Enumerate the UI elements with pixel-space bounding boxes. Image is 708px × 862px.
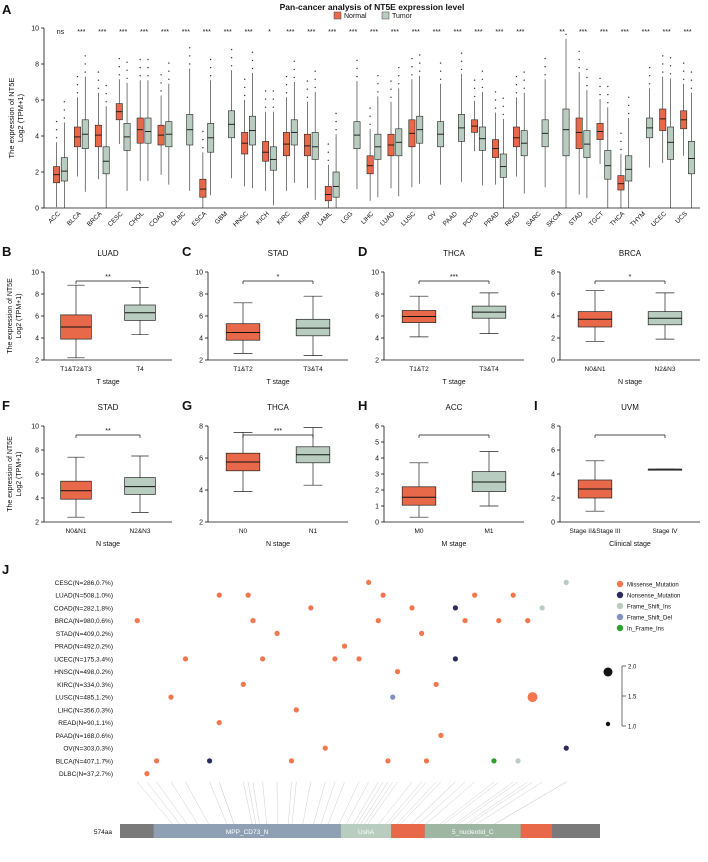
svg-text:THYM: THYM xyxy=(629,210,648,229)
svg-text:LIHC(N=356,0.3%): LIHC(N=356,0.3%) xyxy=(57,707,113,715)
svg-text:*: * xyxy=(268,29,271,36)
svg-text:2: 2 xyxy=(375,357,379,365)
acc-mstage-boxplot xyxy=(356,398,532,558)
svg-text:***: *** xyxy=(474,29,483,36)
svg-text:***: *** xyxy=(244,29,253,36)
svg-text:DLBC: DLBC xyxy=(170,210,188,228)
svg-text:UCEC: UCEC xyxy=(650,210,669,229)
svg-text:6: 6 xyxy=(199,455,203,463)
svg-text:KIRP: KIRP xyxy=(297,210,313,227)
svg-text:T1&T2: T1&T2 xyxy=(233,366,253,373)
svg-text:6: 6 xyxy=(375,313,379,321)
svg-text:4: 4 xyxy=(35,335,39,343)
svg-text:0: 0 xyxy=(551,519,555,527)
panel-i xyxy=(532,398,708,558)
svg-text:***: *** xyxy=(307,29,316,36)
panel-d xyxy=(356,244,532,396)
svg-text:LUAD: LUAD xyxy=(379,210,397,228)
svg-text:PRAD: PRAD xyxy=(483,210,501,229)
svg-text:PAAD: PAAD xyxy=(441,210,460,228)
svg-text:***: *** xyxy=(620,29,629,36)
svg-text:*: * xyxy=(628,274,632,281)
svg-text:Clinical stage: Clinical stage xyxy=(609,541,651,548)
svg-text:***: *** xyxy=(223,29,232,36)
svg-text:CESC(N=286,0.7%): CESC(N=286,0.7%) xyxy=(54,579,113,587)
svg-text:BLCA(N=407,1.7%): BLCA(N=407,1.7%) xyxy=(55,758,113,766)
thca-nstage-boxplot xyxy=(180,398,356,558)
svg-text:1.0: 1.0 xyxy=(628,724,637,731)
svg-text:TGCT: TGCT xyxy=(587,210,606,228)
svg-text:6: 6 xyxy=(35,313,39,321)
svg-text:READ: READ xyxy=(504,210,522,229)
svg-text:LUAD(N=508,1.0%): LUAD(N=508,1.0%) xyxy=(55,592,113,600)
svg-text:8: 8 xyxy=(35,291,39,299)
svg-text:LAML: LAML xyxy=(316,210,334,228)
svg-text:HNSC(N=498,0.2%): HNSC(N=498,0.2%) xyxy=(54,669,113,677)
svg-text:THCA: THCA xyxy=(267,403,289,412)
svg-text:OV: OV xyxy=(426,210,439,223)
svg-text:4: 4 xyxy=(35,495,39,503)
svg-text:***: *** xyxy=(578,29,588,36)
svg-text:STAD: STAD xyxy=(267,249,289,258)
svg-text:N2&N3: N2&N3 xyxy=(129,528,151,535)
svg-text:***: *** xyxy=(119,29,128,36)
svg-text:M0: M0 xyxy=(414,528,424,535)
svg-text:10: 10 xyxy=(195,269,203,277)
svg-text:1.5: 1.5 xyxy=(628,694,637,701)
svg-text:ns: ns xyxy=(56,29,65,36)
svg-text:N0: N0 xyxy=(238,528,248,535)
svg-text:6: 6 xyxy=(35,471,39,479)
svg-text:***: *** xyxy=(516,29,525,36)
svg-text:STAD: STAD xyxy=(97,403,119,412)
svg-text:6: 6 xyxy=(375,423,379,431)
svg-text:SARC: SARC xyxy=(524,210,543,229)
svg-text:8: 8 xyxy=(375,291,379,299)
panel-j-label: J xyxy=(2,562,10,577)
svg-text:6: 6 xyxy=(551,447,555,455)
svg-text:MPP_CD73_N: MPP_CD73_N xyxy=(225,829,269,836)
panel-a-label: A xyxy=(2,2,12,17)
svg-text:UCEC(N=175,3.4%): UCEC(N=175,3.4%) xyxy=(54,656,113,664)
svg-text:2: 2 xyxy=(199,357,203,365)
svg-text:2: 2 xyxy=(35,519,39,527)
svg-text:The expression of NT5E: The expression of NT5E xyxy=(7,77,16,159)
panel-g xyxy=(180,398,356,558)
svg-text:Log2 (TPM+1): Log2 (TPM+1) xyxy=(16,451,23,497)
svg-text:8: 8 xyxy=(551,423,555,431)
panel-d-label: D xyxy=(358,244,368,259)
svg-text:Pan-cancer analysis of NT5E ex: Pan-cancer analysis of NT5E expression level xyxy=(279,2,465,12)
svg-text:Normal: Normal xyxy=(344,13,367,20)
svg-text:2: 2 xyxy=(199,519,203,527)
svg-text:PAAD(N=168,0.6%): PAAD(N=168,0.6%) xyxy=(55,732,113,740)
panel-a xyxy=(0,0,708,240)
svg-text:***: *** xyxy=(641,29,650,36)
svg-text:***: *** xyxy=(139,29,149,36)
svg-text:KIRC: KIRC xyxy=(275,210,292,227)
svg-text:4: 4 xyxy=(551,471,555,479)
svg-text:KIRC(N=334,0.3%): KIRC(N=334,0.3%) xyxy=(57,681,113,689)
svg-text:BRCA(N=980,0.6%): BRCA(N=980,0.6%) xyxy=(54,618,113,626)
svg-text:BLCA: BLCA xyxy=(65,210,83,228)
uvm-clinicalstage-boxplot xyxy=(532,398,708,558)
svg-text:N stage: N stage xyxy=(95,541,121,548)
svg-text:LUSC(N=485,1.2%): LUSC(N=485,1.2%) xyxy=(55,694,113,702)
svg-text:Frame_Shift_Ins: Frame_Shift_Ins xyxy=(627,604,672,611)
svg-text:4: 4 xyxy=(375,455,379,463)
svg-text:BRCA: BRCA xyxy=(618,249,642,258)
svg-text:6: 6 xyxy=(551,291,555,299)
svg-text:Missense_Mutation: Missense_Mutation xyxy=(627,582,679,589)
svg-text:***: *** xyxy=(432,29,441,36)
svg-text:PCPG: PCPG xyxy=(461,210,480,229)
svg-text:In_Frame_Ins: In_Frame_Ins xyxy=(627,626,665,633)
panel-g-label: G xyxy=(182,398,193,413)
svg-text:UVM: UVM xyxy=(621,403,639,412)
svg-text:GBM: GBM xyxy=(213,210,230,226)
svg-text:T1&T2: T1&T2 xyxy=(409,366,429,373)
svg-text:4: 4 xyxy=(375,335,379,343)
svg-text:SKCM: SKCM xyxy=(545,210,564,229)
svg-text:4: 4 xyxy=(551,313,555,321)
svg-text:5: 5 xyxy=(375,439,379,447)
svg-text:T1&T2&T3: T1&T2&T3 xyxy=(60,366,92,373)
svg-text:READ(N=90,1.1%): READ(N=90,1.1%) xyxy=(58,720,113,728)
svg-text:T4: T4 xyxy=(136,366,144,373)
stad-nstage-boxplot xyxy=(0,398,180,558)
svg-text:Log2 (TPM+1): Log2 (TPM+1) xyxy=(16,93,25,143)
svg-text:BRCA: BRCA xyxy=(85,210,104,229)
panel-j xyxy=(0,562,708,862)
svg-text:ACC: ACC xyxy=(47,210,62,226)
svg-text:***: *** xyxy=(98,29,107,36)
svg-text:STAD(N=409,0.2%): STAD(N=409,0.2%) xyxy=(55,630,113,638)
svg-text:***: *** xyxy=(662,29,671,36)
mutation-lollipop-plot xyxy=(0,562,708,862)
svg-text:10: 10 xyxy=(31,25,39,33)
stad-tstage-boxplot xyxy=(180,244,356,396)
svg-text:*: * xyxy=(276,274,280,281)
svg-text:DLBC(N=37,2.7%): DLBC(N=37,2.7%) xyxy=(58,771,113,779)
luad-tstage-boxplot xyxy=(0,244,180,396)
panel-f xyxy=(0,398,180,558)
panel-e xyxy=(532,244,708,396)
svg-text:2: 2 xyxy=(35,169,39,177)
svg-text:OV(N=303,0.3%): OV(N=303,0.3%) xyxy=(63,745,113,753)
svg-text:***: *** xyxy=(369,29,379,36)
svg-text:***: *** xyxy=(599,29,609,36)
pan-cancer-boxplot xyxy=(0,0,708,240)
panel-c-label: C xyxy=(182,244,192,259)
svg-text:10: 10 xyxy=(371,269,379,277)
svg-text:10: 10 xyxy=(31,269,39,277)
svg-text:2.0: 2.0 xyxy=(628,664,637,671)
svg-text:N0&N1: N0&N1 xyxy=(584,366,606,373)
panel-b xyxy=(0,244,180,396)
svg-text:***: *** xyxy=(449,274,459,281)
svg-text:***: *** xyxy=(286,29,295,36)
panel-i-label: I xyxy=(534,398,538,413)
svg-text:T stage: T stage xyxy=(442,379,466,386)
svg-text:***: *** xyxy=(160,29,170,36)
svg-text:The expression of NT5E: The expression of NT5E xyxy=(7,436,14,512)
svg-text:***: *** xyxy=(77,29,86,36)
svg-text:Frame_Shift_Del: Frame_Shift_Del xyxy=(627,615,673,622)
svg-text:4: 4 xyxy=(199,487,203,495)
svg-text:8: 8 xyxy=(35,447,39,455)
svg-text:UCS: UCS xyxy=(674,210,689,226)
panel-e-label: E xyxy=(534,244,543,259)
svg-text:COAD: COAD xyxy=(148,210,167,229)
svg-text:***: *** xyxy=(202,29,211,36)
svg-text:0: 0 xyxy=(551,357,555,365)
svg-text:N0&N1: N0&N1 xyxy=(65,528,87,535)
svg-text:THCA: THCA xyxy=(443,249,465,258)
svg-text:10: 10 xyxy=(31,423,39,431)
svg-text:574aa: 574aa xyxy=(93,829,112,836)
svg-text:0: 0 xyxy=(375,519,379,527)
svg-text:ESCA: ESCA xyxy=(190,210,209,228)
svg-text:CHOL: CHOL xyxy=(127,210,146,229)
svg-text:UshA: UshA xyxy=(358,829,374,836)
svg-text:Nonsense_Mutation: Nonsense_Mutation xyxy=(627,593,681,600)
svg-text:2: 2 xyxy=(551,495,555,503)
svg-text:LUAD: LUAD xyxy=(97,249,119,258)
svg-text:N stage: N stage xyxy=(265,541,291,548)
svg-text:2: 2 xyxy=(35,357,39,365)
svg-text:8: 8 xyxy=(551,269,555,277)
svg-text:***: *** xyxy=(273,428,283,435)
svg-text:***: *** xyxy=(683,29,692,36)
svg-text:KICH: KICH xyxy=(254,210,271,227)
svg-text:6: 6 xyxy=(35,97,39,105)
svg-text:8: 8 xyxy=(199,291,203,299)
svg-text:ACC: ACC xyxy=(445,403,463,412)
svg-text:***: *** xyxy=(181,29,190,36)
svg-text:LIHC: LIHC xyxy=(359,210,376,226)
svg-text:PRAD(N=492,0.2%): PRAD(N=492,0.2%) xyxy=(54,643,113,651)
svg-text:**: ** xyxy=(105,274,111,281)
svg-text:**: ** xyxy=(559,29,565,36)
svg-text:T3&T4: T3&T4 xyxy=(303,366,323,373)
svg-text:**: ** xyxy=(105,428,111,435)
svg-text:T stage: T stage xyxy=(96,379,120,386)
svg-text:3: 3 xyxy=(375,471,379,479)
svg-text:6: 6 xyxy=(199,313,203,321)
panel-c xyxy=(180,244,356,396)
svg-text:T stage: T stage xyxy=(266,379,290,386)
svg-text:LUSC: LUSC xyxy=(400,210,418,228)
svg-text:***: *** xyxy=(390,29,399,36)
svg-text:8: 8 xyxy=(199,423,203,431)
svg-text:N1: N1 xyxy=(308,528,318,535)
svg-text:COAD(N=282,1.8%): COAD(N=282,1.8%) xyxy=(53,605,113,613)
svg-text:***: *** xyxy=(411,29,420,36)
svg-text:***: *** xyxy=(349,29,358,36)
svg-text:4: 4 xyxy=(35,133,39,141)
brca-nstage-boxplot xyxy=(532,244,708,396)
svg-text:***: *** xyxy=(328,29,337,36)
svg-text:Stage II&Stage III: Stage II&Stage III xyxy=(569,528,621,535)
svg-text:Stage IV: Stage IV xyxy=(652,528,678,535)
thca-tstage-boxplot xyxy=(356,244,532,396)
svg-text:THCA: THCA xyxy=(608,210,627,228)
svg-text:8: 8 xyxy=(35,61,39,69)
panel-b-label: B xyxy=(2,244,12,259)
svg-text:HNSC: HNSC xyxy=(232,210,250,229)
svg-text:***: *** xyxy=(495,29,504,36)
svg-text:4: 4 xyxy=(199,335,203,343)
panel-h xyxy=(356,398,532,558)
svg-text:Tumor: Tumor xyxy=(392,13,412,20)
svg-text:2: 2 xyxy=(551,335,555,343)
panel-f-label: F xyxy=(2,398,10,413)
svg-text:The expression of NT5E: The expression of NT5E xyxy=(7,278,14,354)
svg-text:M stage: M stage xyxy=(441,541,467,548)
svg-text:N2&N3: N2&N3 xyxy=(654,366,676,373)
svg-text:T3&T4: T3&T4 xyxy=(479,366,499,373)
svg-text:N stage: N stage xyxy=(617,379,643,386)
svg-text:LGG: LGG xyxy=(339,210,355,226)
svg-text:M1: M1 xyxy=(484,528,494,535)
svg-text:Log2 (TPM+1): Log2 (TPM+1) xyxy=(16,293,23,339)
svg-text:0: 0 xyxy=(35,205,39,213)
svg-text:CESC: CESC xyxy=(106,210,125,229)
svg-text:1: 1 xyxy=(375,503,379,511)
svg-text:***: *** xyxy=(453,29,462,36)
panel-h-label: H xyxy=(358,398,368,413)
svg-text:5_nucleotid_C: 5_nucleotid_C xyxy=(452,829,494,836)
svg-text:2: 2 xyxy=(375,487,379,495)
svg-text:STAD: STAD xyxy=(567,210,585,228)
